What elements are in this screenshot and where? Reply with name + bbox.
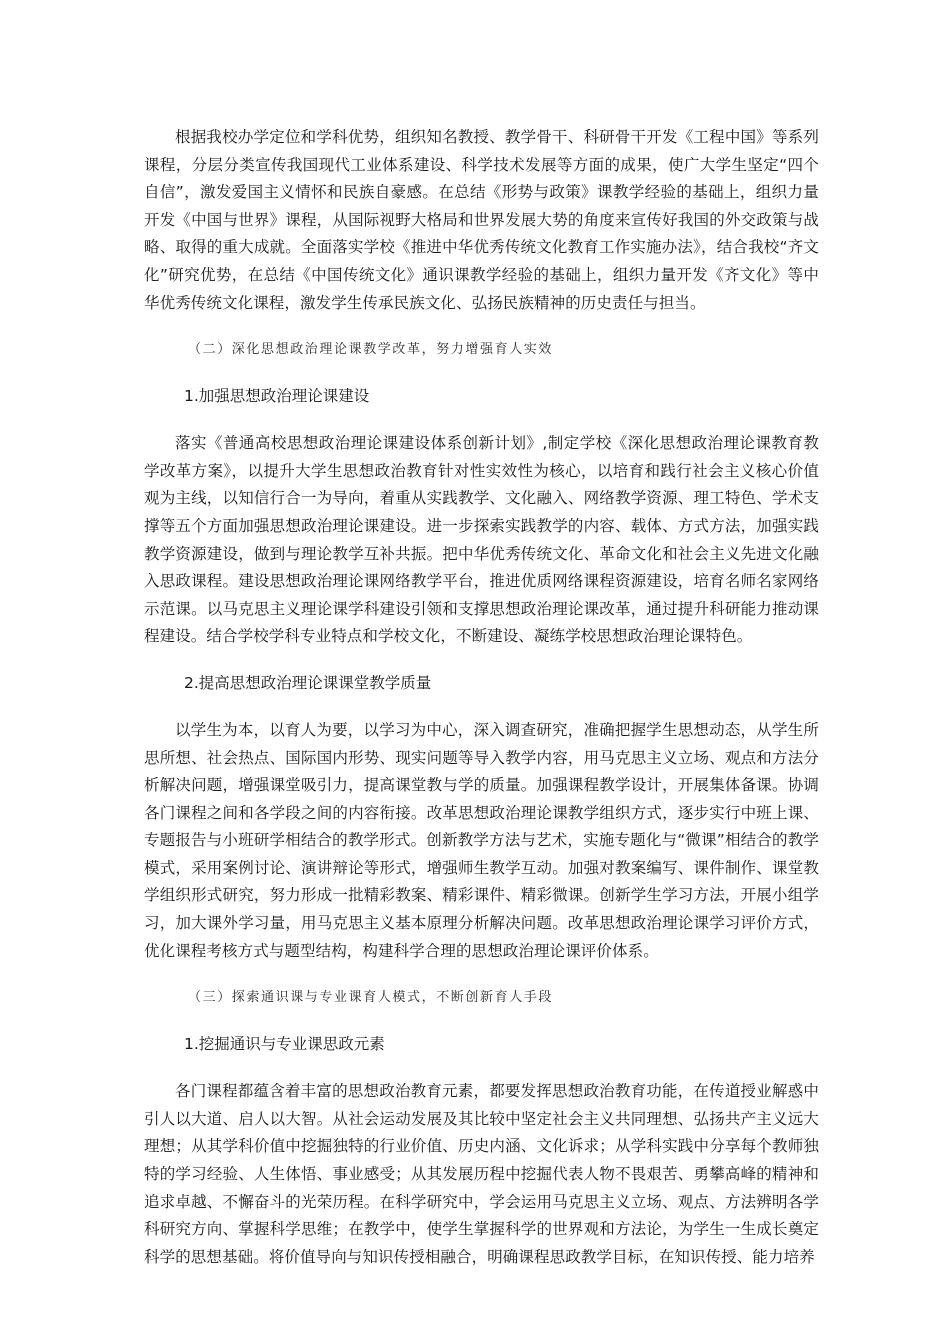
document-body [144,124,819,1271]
spacer [144,965,819,988]
spacer [144,695,819,717]
paragraph-2-1: 落实《普通高校思想政治理论课建设体系创新计划》,制定学校《深化思想政治理论课教育教学改革方案》，以提升大学生思想政治教育针对性实效性为核心，以培育和践行社会主义核心价值观为主线，以知信行合一为导向，着重从实践教学、文化融入、网络教学资源、理工特色、学术支撑等五个方面加强思想政治理论课建设。进一步探索实践教学的内容、载体、方式方法，加强实践教学资源建设，做到与理论教学互补共振。把中华优秀传统文化、革命文化和社会主义先进文化融入思政课程。建设思想政治理论课网络教学平台，推进优质网络课程资源建设，培育名师名家网络示范课。以马克思主义理论课学科建设引领和支撑思想政治理论课改革，通过提升科研能力推动课程建设。结合学校学科专业特点和学校文化，不断建设、凝练学校思想政治理论课特色。 [144,434,819,646]
intro-paragraph: 根据我校办学定位和学科优势，组织知名教授、教学骨干、科研骨干开发《工程中国》等系列课程，分层分类宣传我国现代工业体系建设、科学技术发展等方面的成果，使广大学生坚定“四个自信”，激发爱国主义情怀和民族自豪感。在总结《形势与政策》课教学经验的基础上，组织力量开发《中国与世界》课程，从国际视野大格局和世界发展大势的角度来宣传好我国的外交政策与战略、取得的重大成就。全面落实学校《推进中华优秀传统文化教育工作实施办法》，结合我校“齐文化”研究优势，在总结《中国传统文化》通识课教学经验的基础上，组织力量开发《齐文化》等中华优秀传统文化课程，激发学生传承民族文化、弘扬民族精神的历史责任与担当。 [144,128,819,312]
paragraph-3-1: 各门课程都蕴含着丰富的思想政治教育元素，都要发挥思想政治教育功能，在传道授业解惑中引人以大道、启人以大智。从社会运动发展及其比较中坚定社会主义共同理想、弘扬共产主义远大理想；从其学科价值中挖掘独特的行业价值、历史内涵、文化诉求；从学科实践中分享每个教师独特的学习经验、人生体悟、事业感受；从其发展历程中挖掘代表人物不畏艰苦、勇攀高峰的精神和追求卓越、不懈奋斗的光荣历程。在科学研究中，学会运用马克思主义立场、观点、方法辨明各学科研究方向、掌握科学思维；在教学中，使学生掌握科学的世界观和方法论，为学生一生成长奠定科学的思想基础。将价值导向与知识传授相融合，明确课程思政教学目标，在知识传授、能力培养 [144,1082,819,1266]
sub-heading-2-1: 1.加强思想政治理论课建设 [184,387,370,406]
spacer [144,651,819,671]
spacer [144,1008,819,1032]
sub-heading-3-1: 1.挖掘通识与专业课思政元素 [184,1035,385,1054]
spacer [144,360,819,384]
section-heading-3: （三）探索通识课与专业课育人模式，不断创新育人手段 [188,990,554,1006]
spacer [144,317,819,340]
spacer [144,1056,819,1078]
spacer [144,408,819,430]
sub-heading-2-2: 2.提高思想政治理论课课堂教学质量 [184,673,432,692]
paragraph-2-2: 以学生为本，以育人为要，以学习为中心，深入调查研究，准确把握学生思想动态，从学生所思所想、社会热点、国际国内形势、现实问题等导入教学内容，用马克思主义立场、观点和方法分析解决问题，增强课堂吸引力，提高课堂教与学的质量。加强课程教学设计，开展集体备课。协调各门课程之间和各学段之间的内容衔接。改革思想政治理论课教学组织方式，逐步实行中班上课、专题报告与小班研学相结合的教学形式。创新教学方法与艺术，实施专题化与“微课”相结合的教学模式，采用案例讨论、演讲辩论等形式，增强师生教学互动。加强对教案编写、课件制作、课堂教学组织形式研究，努力形成一批精彩教案、精彩课件、精彩微课。创新学生学习方法，开展小组学习，加大课外学习量，用马克思主义基本原理分析解决问题。改革思想政治理论课学习评价方式，优化课程考核方式与题型结构，构建科学合理的思想政治理论课评价体系。 [144,720,819,960]
section-heading-2: （二）深化思想政治理论课教学改革，努力增强育人实效 [188,342,554,358]
